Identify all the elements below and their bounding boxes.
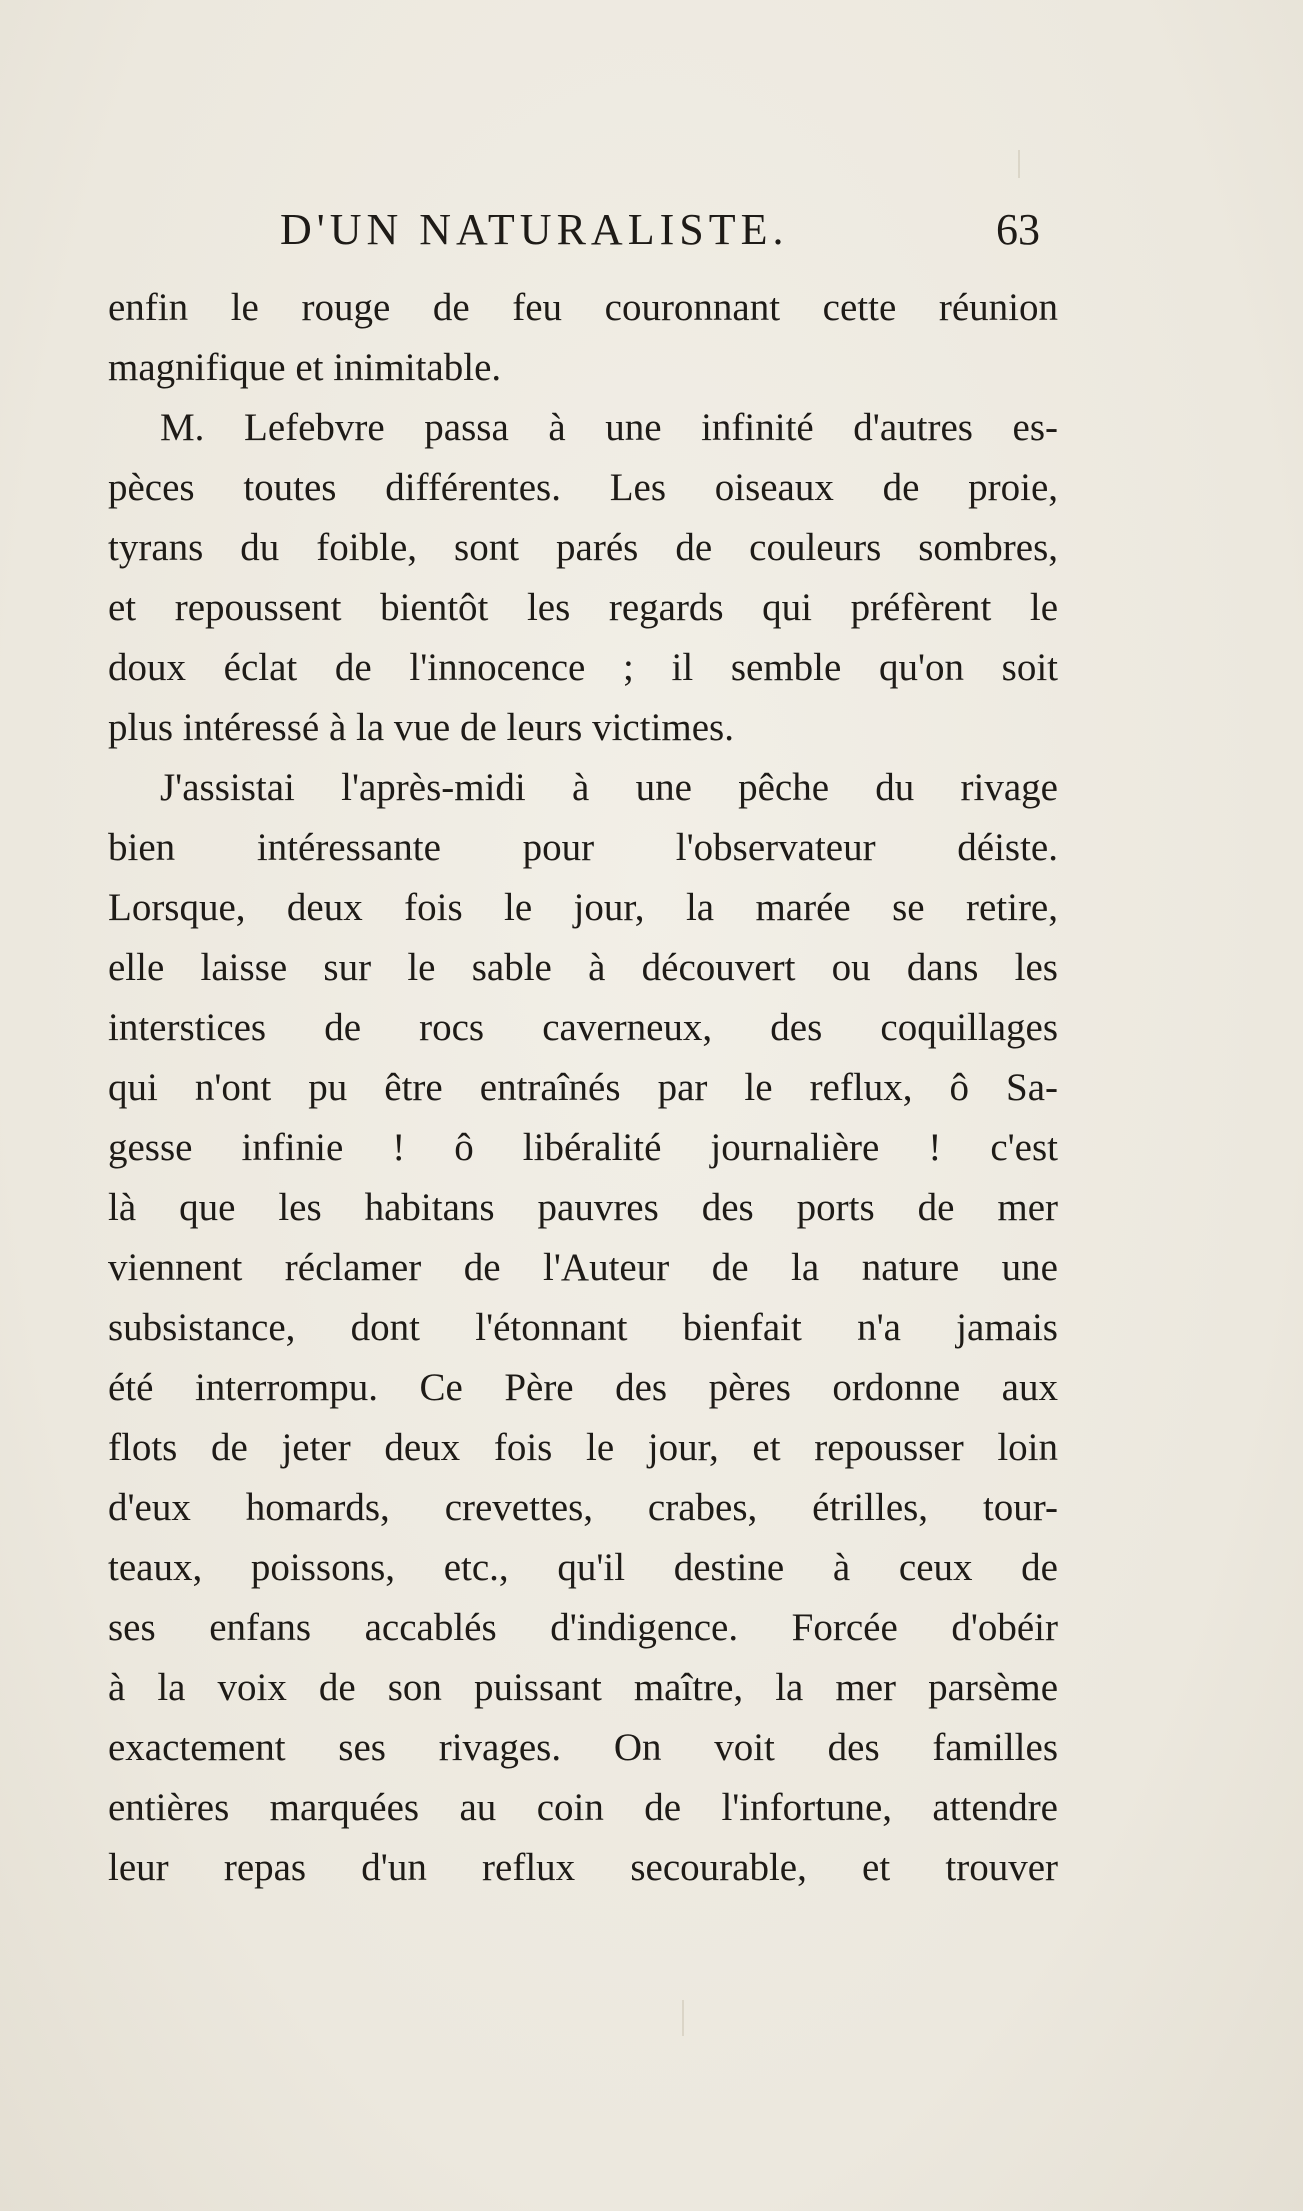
- page-header: [280, 200, 1040, 260]
- text-line: magnifique et inimitable.: [108, 346, 502, 389]
- text-line: d'eux homards, crevettes, crabes, étrilles, tour-: [108, 1486, 1058, 1529]
- text-line: elle laisse sur le sable à découvert ou dans les: [108, 946, 1058, 989]
- text-line: J'assistai l'après-midi à une pêche du rivage: [160, 766, 1058, 809]
- text-line: à la voix de son puissant maître, la mer parsème: [108, 1666, 1058, 1709]
- text-line: doux éclat de l'innocence ; il semble qu'on soit: [108, 646, 1058, 689]
- text-line: exactement ses rivages. On voit des familles: [108, 1726, 1058, 1769]
- text-line: plus intéressé à la vue de leurs victimes.: [108, 706, 734, 749]
- running-head: D'UN NATURALISTE.: [280, 205, 789, 254]
- text-line: tyrans du foible, sont parés de couleurs sombres,: [108, 526, 1058, 569]
- text-line: là que les habitans pauvres des ports de mer: [108, 1186, 1058, 1229]
- paper-mark: [1018, 150, 1020, 178]
- text-line: été interrompu. Ce Père des pères ordonne aux: [108, 1366, 1058, 1409]
- text-line: ses enfans accablés d'indigence. Forcée d'obéir: [108, 1606, 1058, 1649]
- text-line: qui n'ont pu être entraînés par le reflux, ô Sa-: [108, 1066, 1058, 1109]
- text-line: flots de jeter deux fois le jour, et repousser loin: [108, 1426, 1058, 1469]
- paper-mark: [682, 2000, 684, 2036]
- text-line: viennent réclamer de l'Auteur de la nature une: [108, 1246, 1058, 1289]
- text-line: entières marquées au coin de l'infortune, attendre: [108, 1786, 1058, 1829]
- text-line: bien intéressante pour l'observateur déiste.: [108, 826, 1058, 869]
- text-line: enfin le rouge de feu couronnant cette réunion: [108, 286, 1058, 329]
- body-text: [108, 278, 1058, 1898]
- text-line: M. Lefebvre passa à une infinité d'autres es-: [160, 406, 1058, 449]
- text-line: gesse infinie ! ô libéralité journalière ! c'est: [108, 1126, 1058, 1169]
- text-line: et repoussent bientôt les regards qui préfèrent le: [108, 586, 1058, 629]
- text-line: pèces toutes différentes. Les oiseaux de proie,: [108, 466, 1058, 509]
- page-number: 63: [996, 205, 1040, 254]
- text-line: leur repas d'un reflux secourable, et trouver: [108, 1846, 1058, 1889]
- text-line: interstices de rocs caverneux, des coquillages: [108, 1006, 1058, 1049]
- text-line: teaux, poissons, etc., qu'il destine à ceux de: [108, 1546, 1058, 1589]
- text-line: subsistance, dont l'étonnant bienfait n'a jamais: [108, 1306, 1058, 1349]
- text-line: Lorsque, deux fois le jour, la marée se retire,: [108, 886, 1058, 929]
